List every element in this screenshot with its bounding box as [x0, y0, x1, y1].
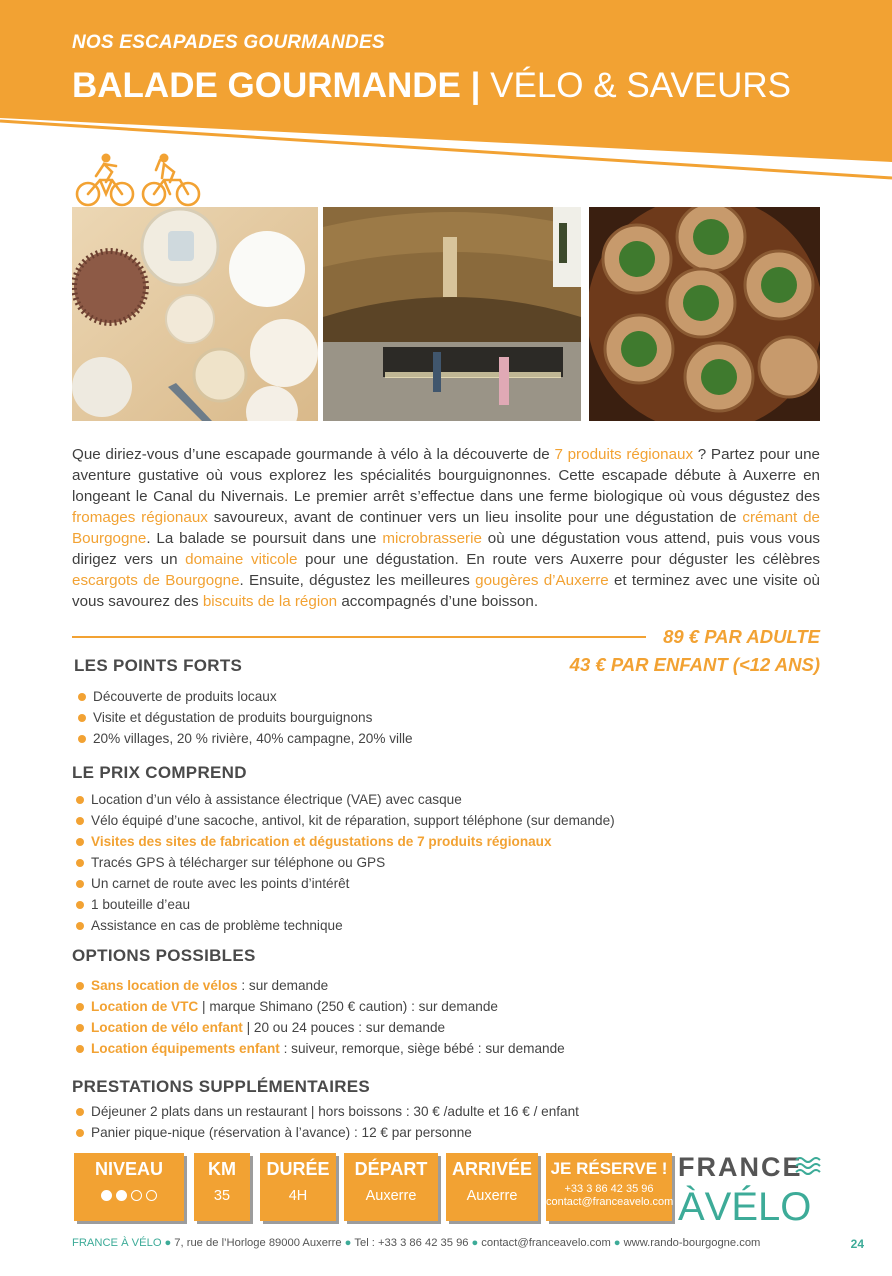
list-item: Visite et dégustation de produits bourguignons — [78, 707, 413, 728]
points-forts-title: LES POINTS FORTS — [74, 656, 243, 675]
points-forts-list — [78, 686, 413, 749]
page-title: BALADE GOURMANDE | VÉLO & SAVEURS — [72, 66, 791, 105]
niveau-box: NIVEAU — [74, 1153, 184, 1221]
options-title: OPTIONS POSSIBLES — [72, 946, 256, 965]
prestations-title: PRESTATIONS SUPPLÉMENTAIRES — [72, 1077, 371, 1096]
level-dot-empty — [131, 1190, 142, 1201]
prestations-list — [76, 1101, 579, 1143]
list-item: Un carnet de route avec les points d’intérêt — [76, 873, 615, 894]
footer-email[interactable]: contact@franceavelo.com — [481, 1237, 611, 1249]
level-dot-empty — [146, 1190, 157, 1201]
list-item: Sans location de vélos : sur demande — [76, 975, 565, 996]
escargots-photo — [589, 207, 820, 421]
header-kicker: NOS ESCAPADES GOURMANDES — [72, 32, 385, 53]
reserve-email[interactable]: contact@franceavelo.com — [546, 1196, 674, 1208]
price-adult: 89 € PAR ADULTE — [663, 626, 820, 647]
level-dot-filled — [101, 1190, 112, 1201]
list-item: Déjeuner 2 plats dans un restaurant | hors boissons : 30 € /adulte et 16 € / enfant — [76, 1101, 579, 1122]
list-item: 1 bouteille d’eau — [76, 894, 615, 915]
list-item: Vélo équipé d’une sacoche, antivol, kit de réparation, support téléphone (sur demande) — [76, 810, 615, 831]
list-item: Assistance en cas de problème technique — [76, 915, 615, 936]
depart-box: DÉPART Auxerre — [344, 1153, 438, 1221]
france-a-velo-logo — [676, 1150, 826, 1226]
cheese-photo — [72, 207, 318, 421]
options-list — [76, 975, 565, 1059]
list-item: Panier pique-nique (réservation à l’avance) : 12 € par personne — [76, 1122, 579, 1143]
list-item: Location équipements enfant : suiveur, remorque, siège bébé : sur demande — [76, 1038, 565, 1059]
arrivee-box: ARRIVÉE Auxerre — [446, 1153, 538, 1221]
km-box: KM 35 — [194, 1153, 250, 1221]
footer-brand: FRANCE À VÉLO — [72, 1237, 162, 1249]
cyclist-icon — [77, 154, 133, 206]
list-item: Visites des sites de fabrication et dégustations de 7 produits régionaux — [76, 831, 615, 852]
prix-comprend-title: LE PRIX COMPREND — [72, 763, 247, 782]
cyclist-icon — [143, 154, 199, 206]
cyclist-icons — [74, 150, 204, 210]
level-dots — [101, 1190, 157, 1201]
footer-website[interactable]: www.rando-bourgogne.com — [623, 1237, 761, 1249]
reserve-box[interactable]: JE RÉSERVE ! +33 3 86 42 35 96 contact@franceavelo.com — [546, 1153, 672, 1221]
list-item: Découverte de produits locaux — [78, 686, 413, 707]
svg-text:ÀVÉLO: ÀVÉLO — [678, 1185, 812, 1226]
intro-paragraph: Que diriez-vous d’une escapade gourmande à vélo à la découverte de 7 produits régionaux ? Partez pour une aventure gustative où vous explorez les spécialités bourguignonnes. Cette escapade débute à Auxerre en longeant le Canal du Nivernais. Le premier arrêt s’effectue dans une ferme biologique où vous dégustez des fromages régionaux savoureux, avant de continuer vers un lieu insolite pour une dégustation de crémant de Bourgogne. La balade se poursuit dans une microbrasserie où une dégustation vous attend, puis vous vous dirigez vers un domaine viticole pour une dégustation. En route vers Auxerre pour déguster les célèbres escargots de Bourgogne. Ensuite, dégustez les meilleures gougères d’Auxerre et terminez avec une visite où vous savourez des biscuits de la région accompagnés d’une boisson. — [72, 446, 821, 610]
list-item: Location d’un vélo à assistance électrique (VAE) avec casque — [76, 789, 615, 810]
svg-text:FRANCE: FRANCE — [678, 1152, 803, 1182]
reserve-phone[interactable]: +33 3 86 42 35 96 — [564, 1183, 654, 1195]
footer-address: 7, rue de l’Horloge 89000 Auxerre — [174, 1237, 342, 1249]
footer-phone[interactable]: Tel : +33 3 86 42 35 96 — [354, 1237, 469, 1249]
duree-box: DURÉE 4H — [260, 1153, 336, 1221]
list-item: Location de vélo enfant | 20 ou 24 pouces : sur demande — [76, 1017, 565, 1038]
prix-comprend-list — [76, 789, 615, 936]
price-child: 43 € PAR ENFANT (<12 ANS) — [569, 654, 820, 675]
list-item: Tracés GPS à télécharger sur téléphone ou GPS — [76, 852, 615, 873]
page-number: 24 — [850, 1237, 864, 1251]
footer: FRANCE À VÉLO ● 7, rue de l’Horloge 89000 Auxerre ● Tel : +33 3 86 42 35 96 ● contact@franceavelo.com ● www.rando-bourgogne.com — [72, 1237, 761, 1249]
cellar-photo — [323, 207, 581, 421]
level-dot-filled — [116, 1190, 127, 1201]
list-item: 20% villages, 20 % rivière, 40% campagne, 20% ville — [78, 728, 413, 749]
list-item: Location de VTC | marque Shimano (250 € caution) : sur demande — [76, 996, 565, 1017]
section-divider — [72, 636, 646, 638]
